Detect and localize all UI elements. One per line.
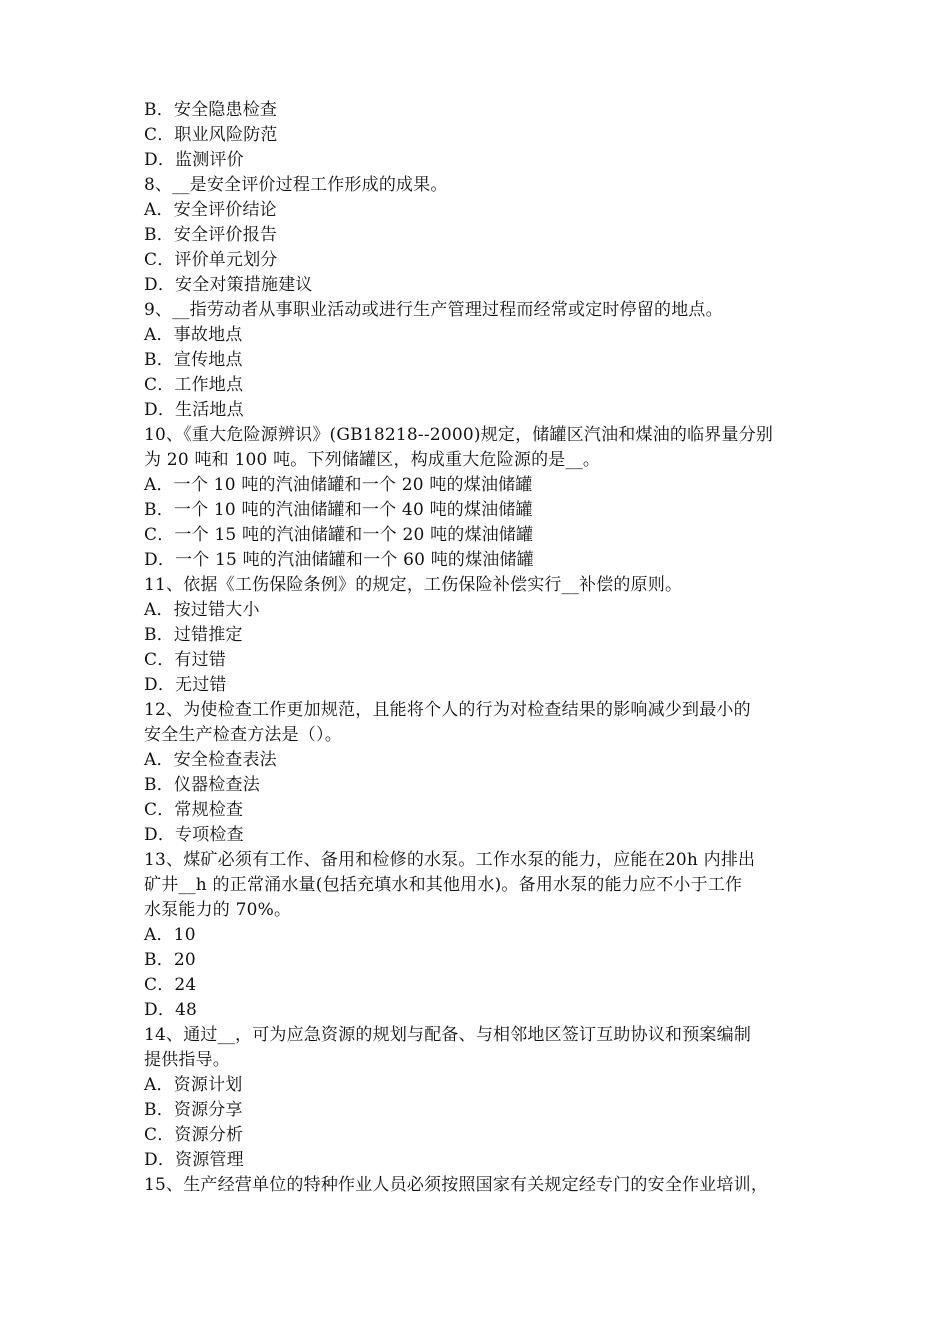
answer-option-line: B．仪器检查法 bbox=[144, 775, 260, 795]
answer-option-line: D．48 bbox=[144, 1000, 198, 1020]
answer-option-line: D．无过错 bbox=[144, 675, 227, 695]
answer-option-line: B．20 bbox=[144, 950, 196, 970]
answer-option-line: D．资源管理 bbox=[144, 1150, 244, 1170]
answer-option-line: A．一个 10 吨的汽油储罐和一个 20 吨的煤油储罐 bbox=[144, 475, 533, 495]
answer-option-line: C．职业风险防范 bbox=[144, 125, 278, 145]
question-text-line: 12、为使检查工作更加规范，且能将个人的行为对检查结果的影响减少到最小的 bbox=[144, 700, 751, 720]
answer-option-line: B．安全隐患检查 bbox=[144, 100, 278, 120]
question-text-line: 11、依据《工伤保险条例》的规定，工伤保险补偿实行__补偿的原则。 bbox=[144, 575, 683, 595]
answer-option-line: A．10 bbox=[144, 925, 196, 945]
answer-option-line: C．资源分析 bbox=[144, 1125, 244, 1145]
question-text-line: 9、__指劳动者从事职业活动或进行生产管理过程而经常或定时停留的地点。 bbox=[144, 300, 723, 320]
answer-option-line: A．事故地点 bbox=[144, 325, 243, 345]
question-text-line: 15、生产经营单位的特种作业人员必须按照国家有关规定经专门的安全作业培训， bbox=[144, 1175, 769, 1195]
answer-option-line: B．一个 10 吨的汽油储罐和一个 40 吨的煤油储罐 bbox=[144, 500, 533, 520]
answer-option-line: D．专项检查 bbox=[144, 825, 244, 845]
answer-option-line: C．评价单元划分 bbox=[144, 250, 278, 270]
answer-option-line: A．按过错大小 bbox=[144, 600, 260, 620]
answer-option-line: A．安全检查表法 bbox=[144, 750, 277, 770]
answer-option-line: A．资源计划 bbox=[144, 1075, 243, 1095]
answer-option-line: B．资源分享 bbox=[144, 1100, 243, 1120]
answer-option-line: A．安全评价结论 bbox=[144, 200, 277, 220]
answer-option-line: D．生活地点 bbox=[144, 400, 244, 420]
question-text-line: 8、__是安全评价过程工作形成的成果。 bbox=[144, 175, 448, 195]
question-text-line: 10、《重大危险源辨识》(GB18218--2000)规定，储罐区汽油和煤油的临界量分别 bbox=[144, 425, 774, 445]
answer-option-line: C．工作地点 bbox=[144, 375, 244, 395]
answer-option-line: B．宣传地点 bbox=[144, 350, 243, 370]
document-page bbox=[144, 98, 824, 1198]
answer-option-line: B．安全评价报告 bbox=[144, 225, 278, 245]
question-text-line: 14、通过__，可为应急资源的规划与配备、与相邻地区签订互助协议和预案编制 bbox=[144, 1025, 752, 1045]
question-text-line: 13、煤矿必须有工作、备用和检修的水泵。工作水泵的能力，应能在20h 内排出 bbox=[144, 850, 756, 870]
answer-option-line: C．一个 15 吨的汽油储罐和一个 20 吨的煤油储罐 bbox=[144, 525, 534, 545]
question-text-line: 为 20 吨和 100 吨。下列储罐区，构成重大危险源的是__。 bbox=[144, 450, 601, 470]
answer-option-line: C．24 bbox=[144, 975, 197, 995]
answer-option-line: C．常规检查 bbox=[144, 800, 244, 820]
question-text-line: 提供指导。 bbox=[144, 1050, 230, 1070]
answer-option-line: B．过错推定 bbox=[144, 625, 243, 645]
answer-option-line: D．监测评价 bbox=[144, 150, 244, 170]
answer-option-line: C．有过错 bbox=[144, 650, 227, 670]
question-text-line: 水泵能力的 70%。 bbox=[144, 900, 292, 920]
answer-option-line: D．安全对策措施建议 bbox=[144, 275, 313, 295]
answer-option-line: D．一个 15 吨的汽油储罐和一个 60 吨的煤油储罐 bbox=[144, 550, 534, 570]
question-text-line: 矿井__h 的正常涌水量(包括充填水和其他用水)。备用水泵的能力应不小于工作 bbox=[144, 875, 743, 895]
question-text-line: 安全生产检查方法是（）。 bbox=[144, 725, 342, 745]
